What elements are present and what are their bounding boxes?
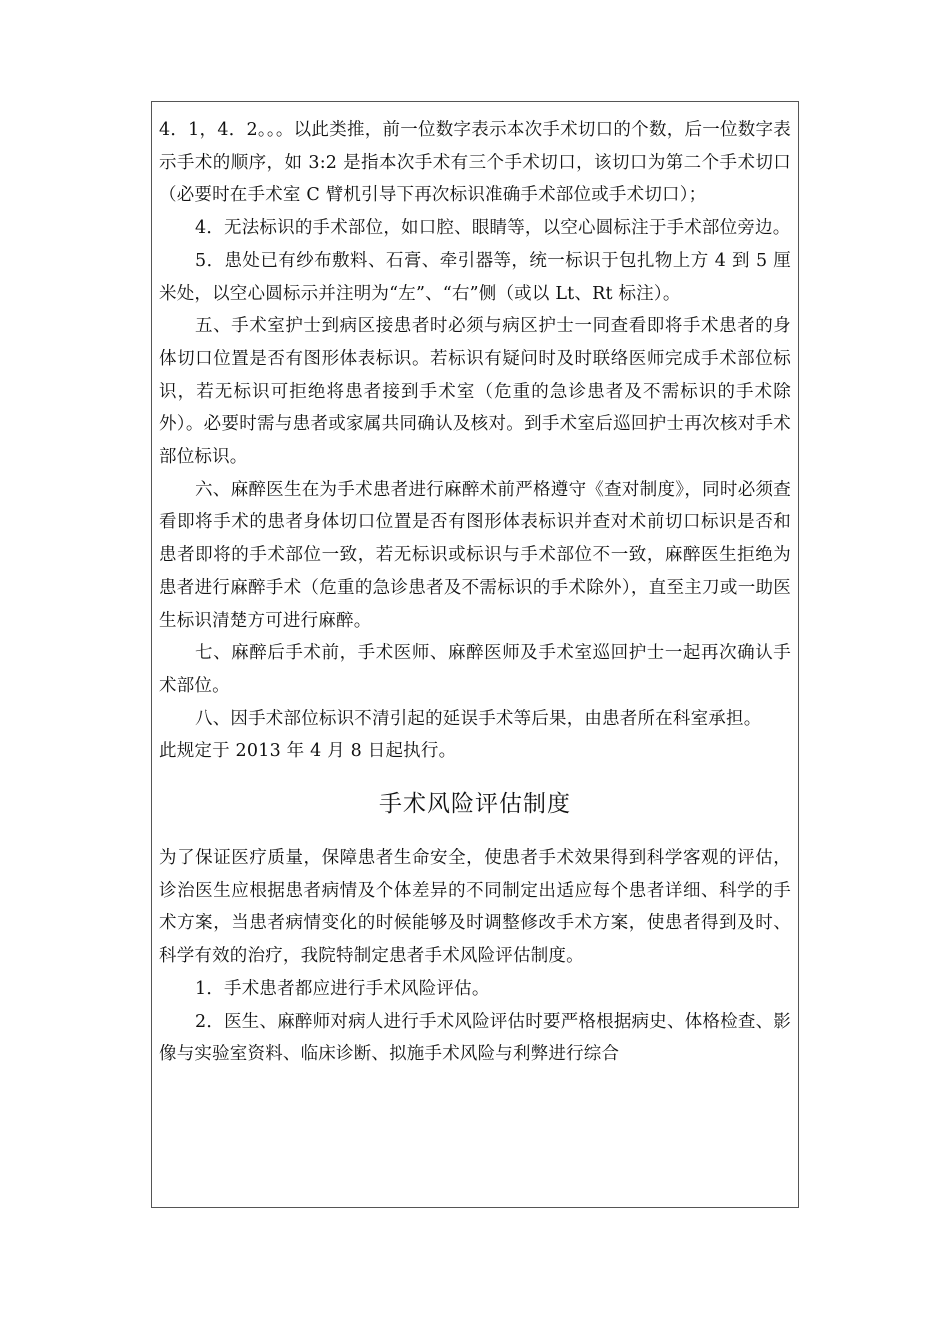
paragraph-risk-rule-2: 2．医生、麻醉师对病人进行手术风险评估时要严格根据病史、体格检查、影像与实验室资料、临床诊断、拟施手术风险与利弊进行综合	[159, 1011, 791, 1065]
paragraph-section-6: 六、麻醉医生在为手术患者进行麻醉术前严格遵守《查对制度》，同时必须查看即将手术的患者身体切口位置是否有图形体表标识并查对术前切口标识是否和患者即将的手术部位一致，若无标识或标识与手术部位不一致，麻醉医生拒绝为患者进行麻醉手术（危重的急诊患者及不需标识的手术除外），直至主刀或一助医生标识清楚方可进行麻醉。	[159, 479, 791, 631]
paragraph-incision-numbering: 4．1，4．2。。。以此类推，前一位数字表示本次手术切口的个数，后一位数字表示手术的顺序，如 3:2 是指本次手术有三个手术切口，该切口为第二个手术切口（必要时在手术室 C 臂机引导下再次标识准确手术部位或手术切口）；	[159, 120, 791, 206]
paragraph-section-8: 八、因手术部位标识不清引起的延误手术等后果，由患者所在科室承担。	[195, 708, 762, 729]
paragraph-rule-4: 4．无法标识的手术部位，如口腔、眼睛等，以空心圆标注于手术部位旁边。	[195, 218, 791, 239]
document-frame	[151, 101, 799, 1208]
paragraph-section-7: 七、麻醉后手术前，手术医师、麻醉医师及手术室巡回护士一起再次确认手术部位。	[159, 643, 791, 696]
paragraph-section-5: 五、手术室护士到病区接患者时必须与病区护士一同查看即将手术患者的身体切口位置是否有图形体表标识。若标识有疑问时及时联络医师完成手术部位标识，若无标识可拒绝将患者接到手术室（危重的急诊患者及不需标识的手术除外）。必要时需与患者或家属共同确认及核对。到手术室后巡回护士再次核对手术部位标识。	[159, 316, 791, 468]
paragraph-risk-intro: 为了保证医疗质量，保障患者生命安全，使患者手术效果得到科学客观的评估，诊治医生应根据患者病情及个体差异的不同制定出适应每个患者详细、科学的手术方案，当患者病情变化的时候能够及时调整修改手术方案，使患者得到及时、科学有效的治疗，我院特制定患者手术风险评估制度。	[159, 848, 791, 967]
paragraph-rule-5: 5．患处已有纱布敷料、石膏、牵引器等，统一标识于包扎物上方 4 到 5 厘米处，以空心圆标示并注明为“左”、“右”侧（或以 Lt、Rt 标注）。	[159, 250, 791, 304]
paragraph-effective-date: 此规定于 2013 年 4 月 8 日起执行。	[159, 741, 457, 762]
section-title: 手术风险评估制度	[379, 791, 571, 818]
paragraph-risk-rule-1: 1．手术患者都应进行手术风险评估。	[195, 978, 490, 999]
document-body	[159, 114, 791, 1071]
